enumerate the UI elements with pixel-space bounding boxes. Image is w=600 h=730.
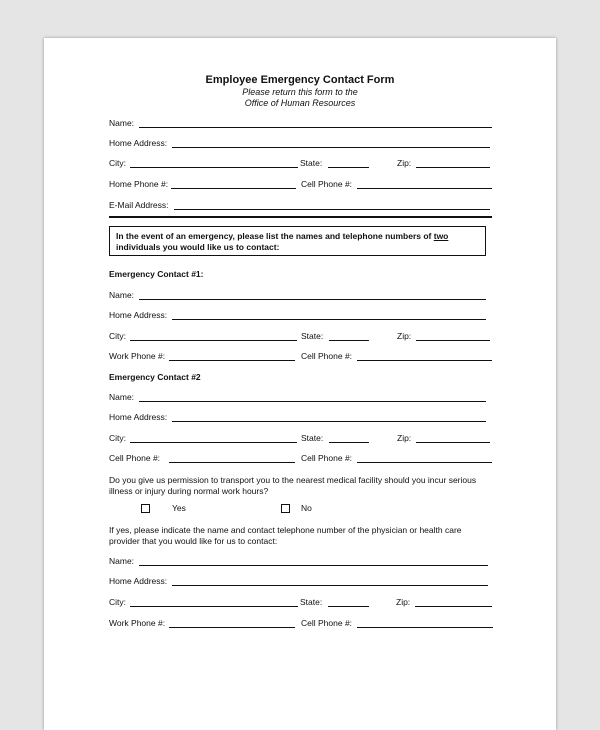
physician-name-field[interactable] [139,565,488,566]
permission-question: Do you give us permission to transport you to the nearest medical facility should you incur serious illness or injury during normal work hours? [109,475,477,496]
employee-name-label: Name: [109,118,135,128]
contact2-home-address-field[interactable] [172,421,486,422]
physician-prompt: If yes, please indicate the name and contact telephone number of the physician or health care provider that you would like for us to contact: [109,525,462,546]
contact1-work-phone-label: Work Phone #: [109,351,166,361]
contact2-city-field[interactable] [130,442,297,443]
permission-no-label: No [301,503,312,513]
employee-home-phone-label: Home Phone #: [109,179,169,189]
employee-email-field[interactable] [174,209,490,210]
form-subtitle-line2: Office of Human Resources [244,98,356,108]
physician-work-phone-label: Work Phone #: [109,618,166,628]
permission-no-checkbox[interactable] [281,504,290,513]
employee-city-label: City: [109,158,126,168]
permission-yes-checkbox[interactable] [141,504,150,513]
physician-home-address-label: Home Address: [109,576,168,586]
contact1-work-phone-field[interactable] [169,360,295,361]
contact1-state-field[interactable] [329,340,369,341]
form-page [44,38,556,730]
employee-email-label: E-Mail Address: [109,200,169,210]
physician-home-address-field[interactable] [172,585,488,586]
physician-cell-phone-label: Cell Phone #: [301,618,353,628]
employee-home-address-label: Home Address: [109,138,168,148]
physician-name-label: Name: [109,556,135,566]
section-divider [109,216,492,218]
employee-cell-phone-label: Cell Phone #: [301,179,353,189]
physician-city-label: City: [109,597,126,607]
contact2-zip-label: Zip: [397,433,412,443]
employee-city-field[interactable] [130,167,298,168]
permission-yes-label: Yes [172,503,186,513]
contact1-home-address-field[interactable] [172,319,486,320]
instruction-text-end: individuals you would like us to contact: [116,242,280,252]
physician-state-field[interactable] [328,606,369,607]
contact1-name-label: Name: [109,290,135,300]
contact1-cell-phone-field[interactable] [357,360,492,361]
contact2-state-label: State: [301,433,324,443]
contact1-zip-field[interactable] [416,340,490,341]
physician-zip-label: Zip: [396,597,411,607]
employee-cell-phone-field[interactable] [357,188,492,189]
instruction-emphasis: two [433,231,449,241]
employee-home-phone-field[interactable] [171,188,296,189]
contact1-zip-label: Zip: [397,331,412,341]
contact2-phone-field[interactable] [169,462,295,463]
physician-state-label: State: [300,597,323,607]
contact2-home-address-label: Home Address: [109,412,168,422]
contact2-city-label: City: [109,433,126,443]
contact2-cell-phone-label-2: Cell Phone #: [301,453,353,463]
contact1-city-field[interactable] [130,340,297,341]
form-title: Employee Emergency Contact Form [205,74,395,86]
employee-home-address-field[interactable] [172,147,490,148]
employee-state-label: State: [300,158,323,168]
employee-zip-field[interactable] [416,167,490,168]
contact1-state-label: State: [301,331,324,341]
contact2-cell-phone-field[interactable] [357,462,492,463]
contact2-heading: Emergency Contact #2 [109,372,201,382]
contact2-zip-field[interactable] [416,442,490,443]
employee-state-field[interactable] [328,167,369,168]
physician-city-field[interactable] [130,606,298,607]
form-subtitle-line1: Please return this form to the [242,87,358,97]
contact2-state-field[interactable] [329,442,369,443]
physician-cell-phone-field[interactable] [357,627,493,628]
contact2-cell-phone-label: Cell Phone #: [109,453,161,463]
contact1-city-label: City: [109,331,126,341]
employee-zip-label: Zip: [397,158,412,168]
physician-work-phone-field[interactable] [169,627,295,628]
contact1-name-field[interactable] [139,299,486,300]
physician-zip-field[interactable] [415,606,492,607]
instruction-box [109,226,486,256]
contact2-name-field[interactable] [139,401,486,402]
contact1-heading: Emergency Contact #1: [109,269,204,279]
contact1-cell-phone-label: Cell Phone #: [301,351,353,361]
contact2-name-label: Name: [109,392,135,402]
employee-name-field[interactable] [139,127,492,128]
instruction-text-start: In the event of an emergency, please list the names and telephone numbers of [116,231,434,241]
contact1-home-address-label: Home Address: [109,310,168,320]
